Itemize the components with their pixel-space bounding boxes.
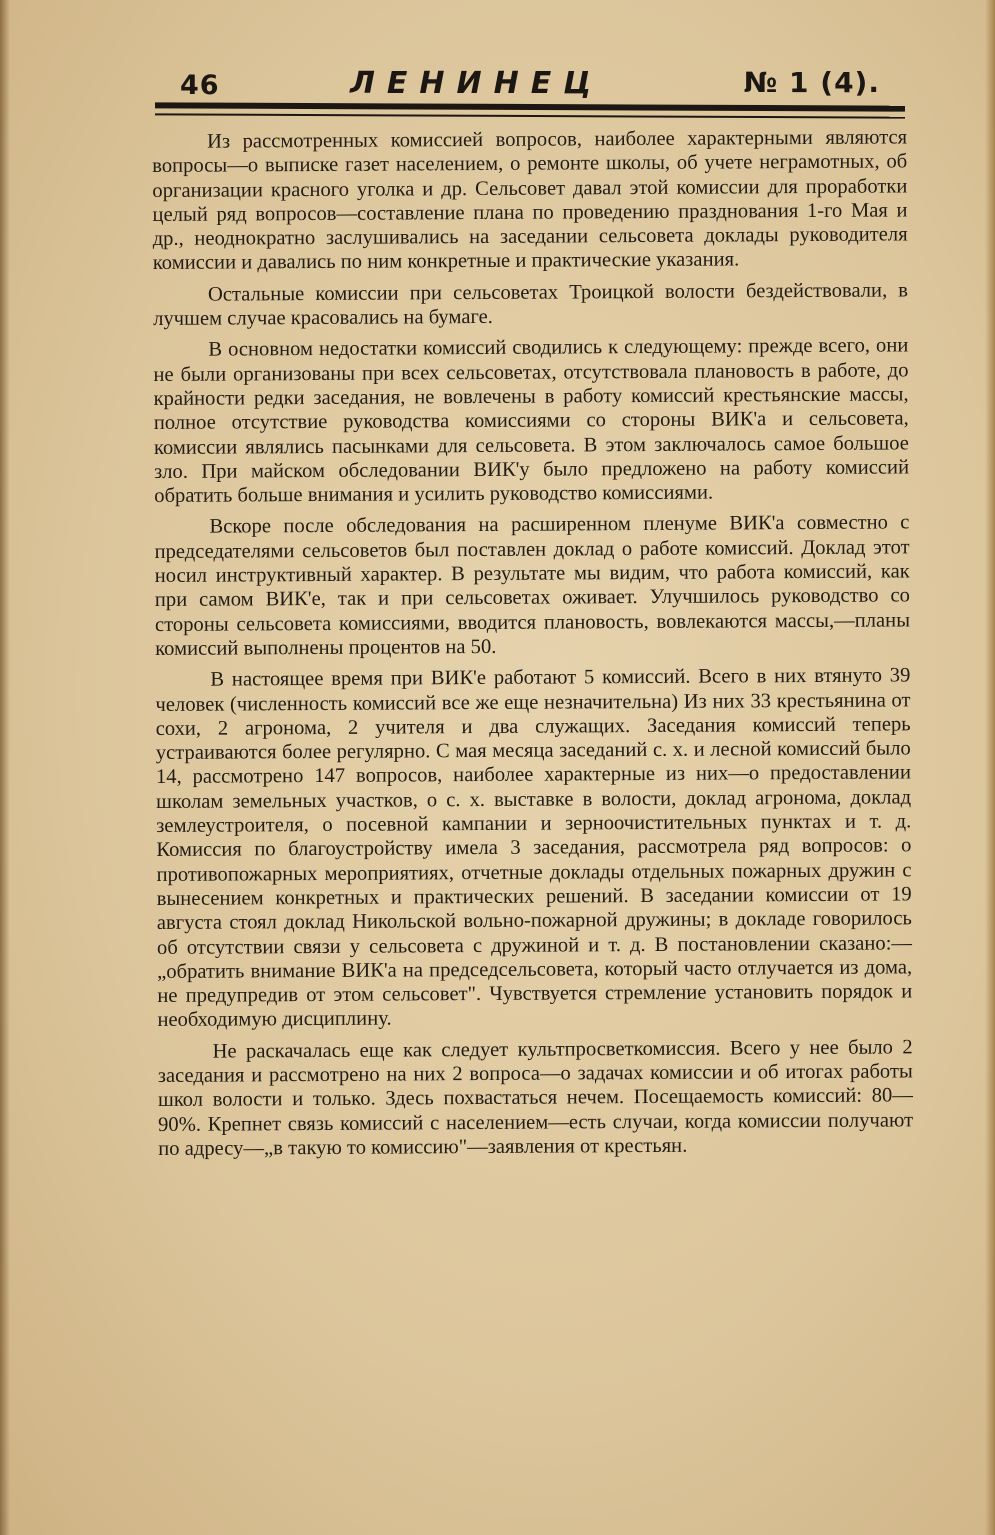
paragraph: Вскоре после обследования на расширенном пленуме ВИК'а совместно с председателями сельсоветов был поставлен доклад о работе комиссий. Доклад этот носил инструктивный характер. В результате мы видим, что работа комиссий, как при самом ВИК'е, так и при сельсоветах оживает. Улучшилось руководство со стороны сельсовета комиссиями, вводится плановость, вовлекаются массы,—планы комиссий выполнены процентов на 50. bbox=[154, 511, 911, 660]
article-body bbox=[152, 125, 913, 1168]
page-edge-shadow-left bbox=[0, 0, 10, 1535]
page-number: 46 bbox=[180, 70, 220, 101]
paragraph: Из рассмотренных комиссией вопросов, наиболее характерными являются вопросы—о выписке газет населением, о ремонте школы, об учете неграмотных, об организации красного уголка и др. Сельсовет давал этой комиссии для проработки целый ряд вопросов—составление плана по проведению празднования 1-го Мая и др., неоднократно заслушивались на заседании сельсовета доклады руководителя комиссии и давались по ним конкретные и практические указания. bbox=[152, 126, 908, 275]
running-header bbox=[150, 62, 910, 102]
header-rule-thin bbox=[155, 113, 905, 118]
issue-number: № 1 (4). bbox=[743, 66, 880, 99]
paragraph: Остальные комиссии при сельсоветах Троицкой волости бездействовали, в лучшем случае красовались на бумаге. bbox=[153, 279, 909, 331]
paragraph: В настоящее время при ВИК'е работают 5 комиссий. Всего в них втянуто 39 человек (численность комиссий все же еще незначительна) Из них 33 крестьянина от сохи, 2 агронома, 2 учителя и два служащих. Заседания комиссий теперь устраиваются более регулярно. С мая месяца заседаний с. х. и лесной комиссий было 14, рассмотрено 147 вопросов, наиболее характерные из них—о предоставлении школам земельных участков, о с. х. выставке в волости, доклад агронома, доклад землеустроителя, о посевной кампании и зерноочистительных пунктах и т. д. Комиссия по благоустройству имела 3 заседания, рассмотрела ряд вопросов: о противопожарных мероприятиях, отчетные доклады отдельных пожарных дружин с вынесением конкретных и практических решений. В заседании комиссии от 19 августа стоял доклад Никольской вольно-пожарной дружины; в докладе говорилось об отсутствии связи у сельсовета с дружиной и т. д. В постановлении сказано:—„обратить внимание ВИК'а на председсельсовета, который часто отлучается из дома, не предупредив от этом сельсовет". Чувствуется стремление установить порядок и необходимую дисциплину. bbox=[155, 664, 913, 1032]
header-rule-thick bbox=[155, 102, 905, 111]
page-edge-shadow-right bbox=[985, 0, 995, 1535]
paragraph: Не раскачалась еще как следует культпросветкомиссия. Всего у нее было 2 заседания и рассмотрено на них 2 вопроса—о задачах комиссии и об итогах работы школ волости и только. Здесь похвастаться нечем. Посещаемость комиссий: 80—90%. Крепнет связь комиссий с населением—есть случаи, когда комиссии получают по адресу—„в такую то комиссию"—заявления от крестьян. bbox=[157, 1036, 914, 1160]
journal-title: ЛЕНИНЕЦ bbox=[350, 66, 604, 101]
paragraph: В основном недостатки комиссий сводились к следующему: прежде всего, они не были организованы при всех сельсоветах, отсутствовала плановость в работе, до крайности редки заседания, не вовлечены в работу комиссий крестьянские массы, полное отсутствие руководства комиссиями со стороны ВИК'а и сельсовета, комиссии являлись пасынками для сельсовета. В этом заключалось самое большое зло. При майском обследовании ВИК'у было предложено на работу комиссий обратить больше внимания и усилить руководство комиссиями. bbox=[153, 334, 910, 508]
